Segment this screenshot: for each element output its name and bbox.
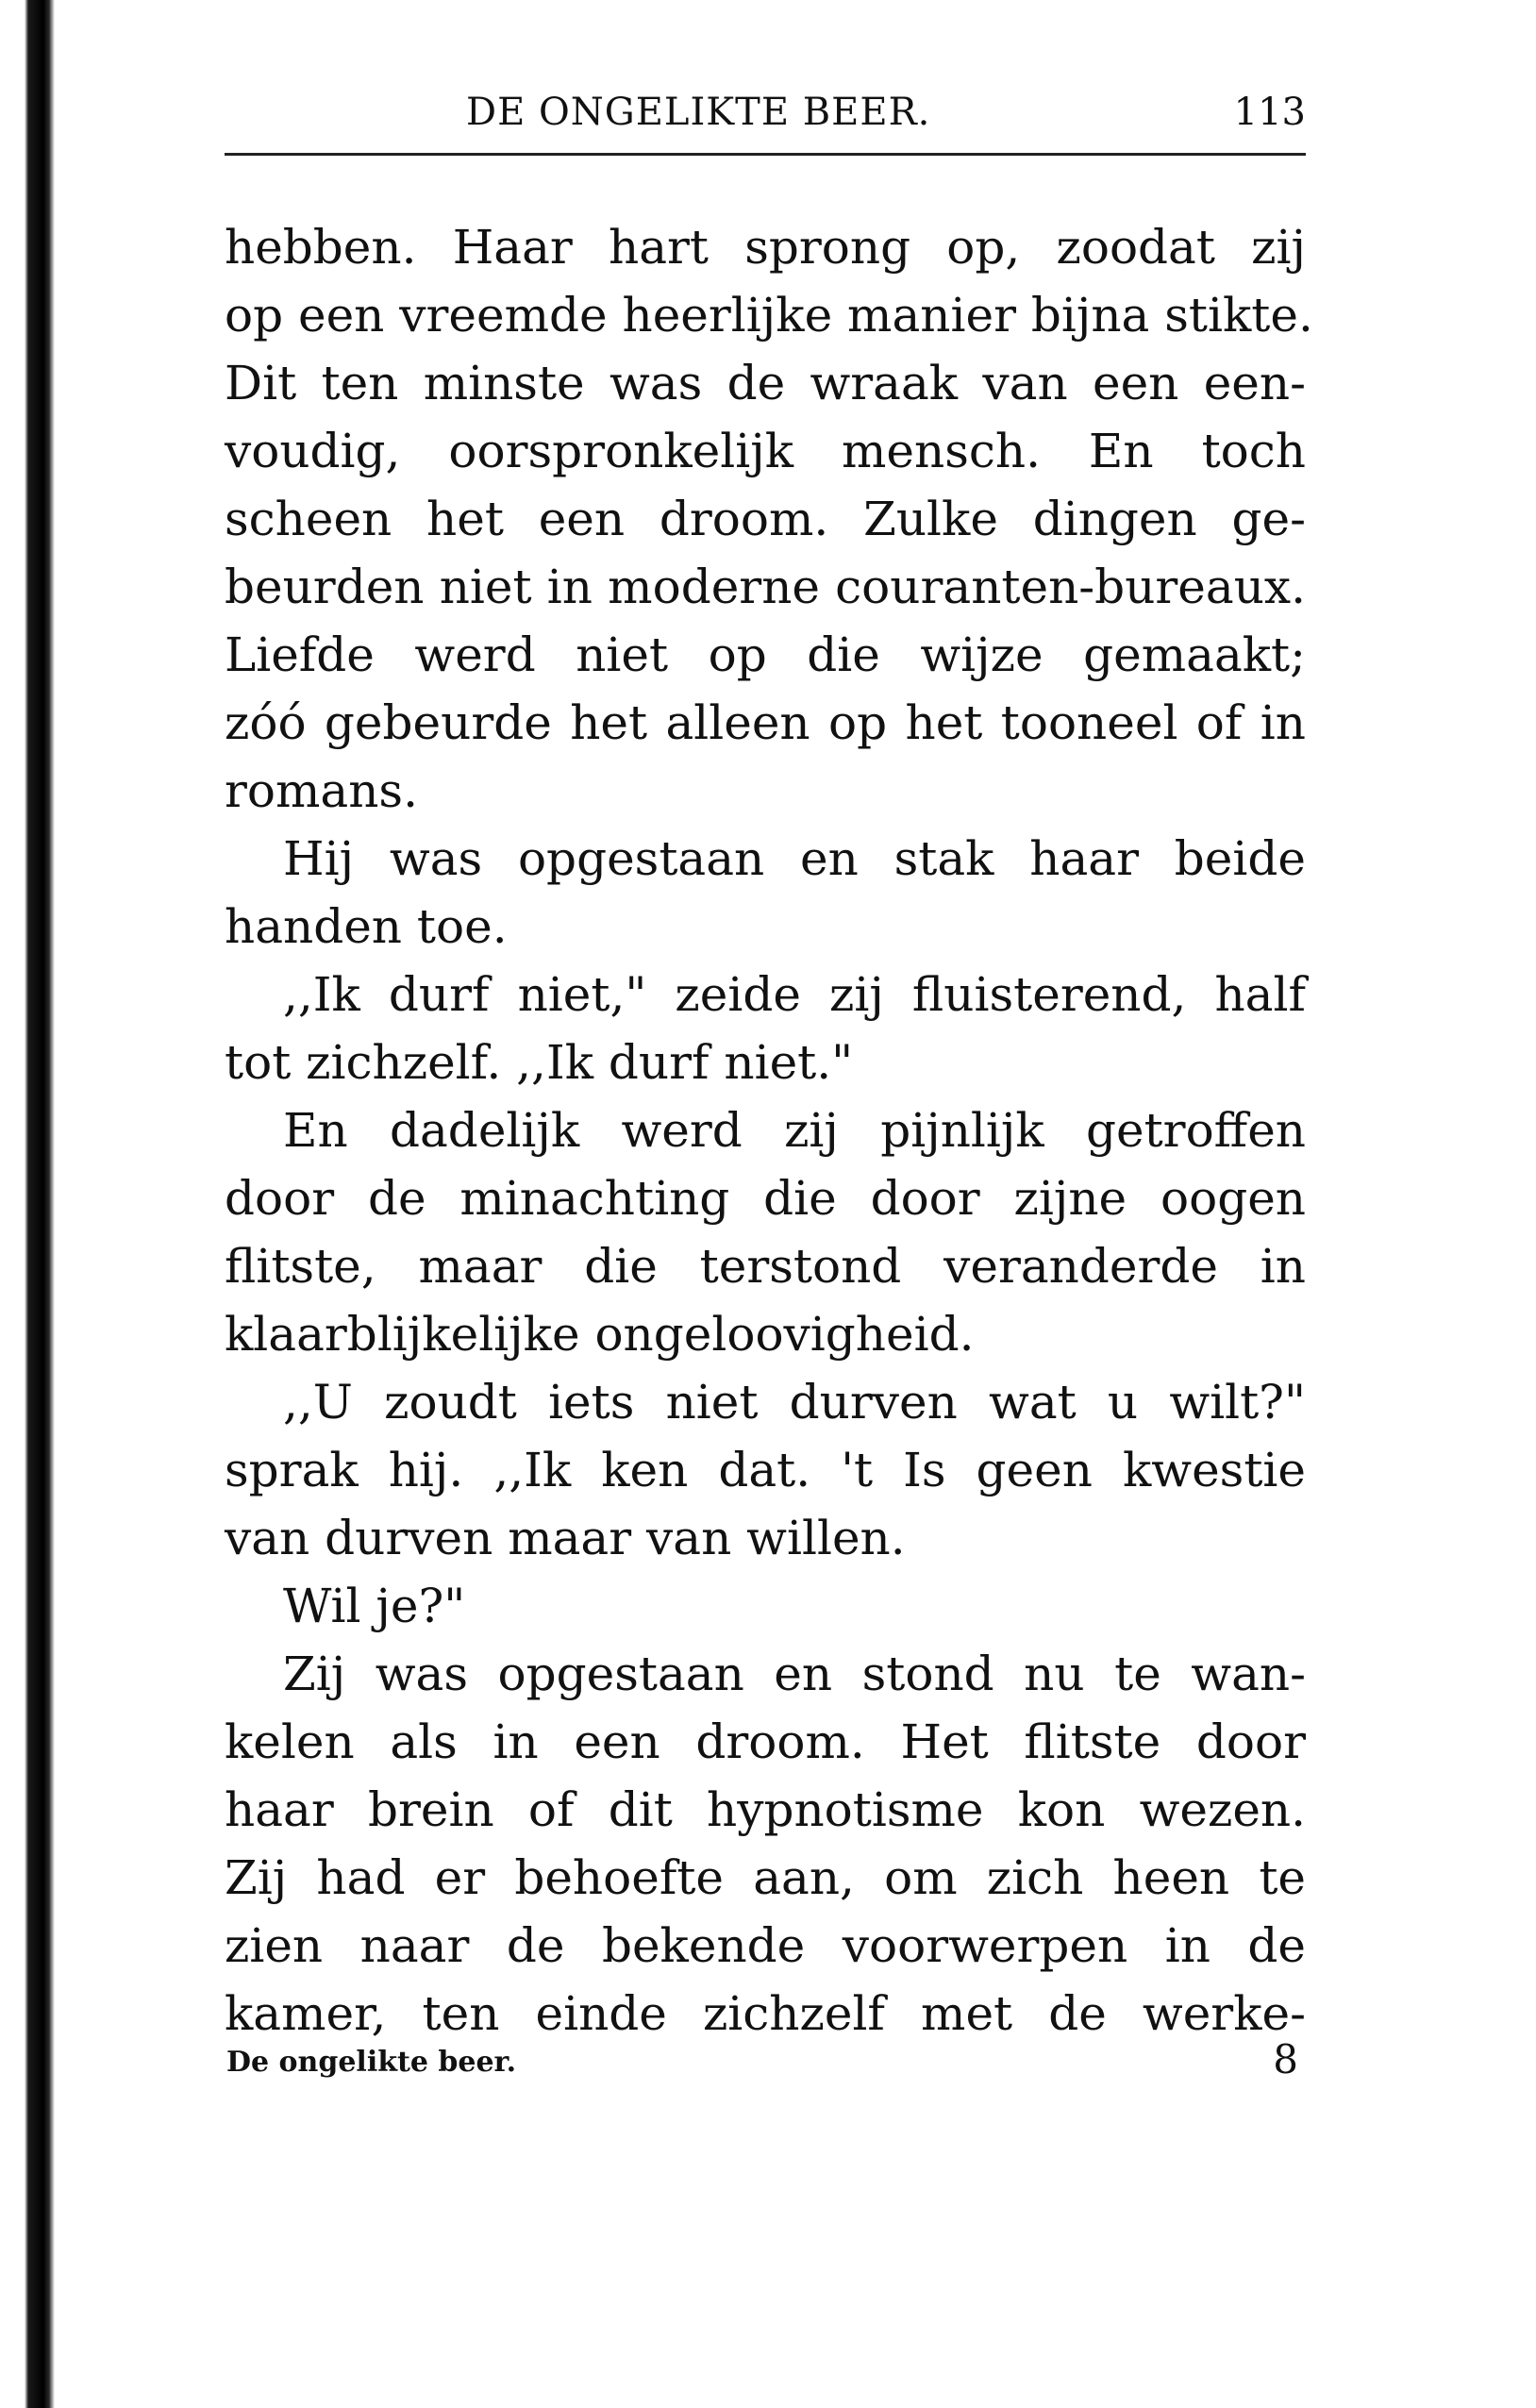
- text-line: scheen het een droom. Zulke dingen ge-: [225, 492, 1306, 546]
- text-line: beurden niet in moderne couranten-bureaux.: [225, 560, 1306, 614]
- text-line: Zij had er behoefte aan, om zich heen te: [225, 1850, 1306, 1905]
- text-line: zóó gebeurde het alleen op het tooneel of in: [225, 695, 1306, 750]
- running-header: [225, 91, 1306, 149]
- text-line: zien naar de bekende voorwerpen in de: [225, 1918, 1306, 1973]
- text-line: haar brein of dit hypnotisme kon wezen.: [225, 1782, 1306, 1837]
- page-number: 113: [1233, 91, 1306, 134]
- text-line: En dadelijk werd zij pijnlijk getroffen: [283, 1103, 1306, 1158]
- text-line: handen toe.: [225, 899, 508, 954]
- text-line: ,,Ik durf niet," zeide zij fluisterend, half: [283, 967, 1306, 1022]
- running-title: DE ONGELIKTE BEER.: [466, 91, 931, 134]
- text-line: sprak hij. ,,Ik ken dat. 't Is geen kwestie: [225, 1443, 1306, 1497]
- text-line: op een vreemde heerlijke manier bijna stikte.: [225, 288, 1313, 343]
- text-line: tot zichzelf. ,,Ik durf niet.": [225, 1035, 854, 1090]
- page-footer: [225, 2036, 1306, 2083]
- text-line: romans.: [225, 763, 418, 818]
- text-line: kelen als in een droom. Het flitste door: [225, 1714, 1306, 1769]
- text-line: hebben. Haar hart sprong op, zoodat zij: [225, 220, 1306, 275]
- text-line: door de minachting die door zijne oogen: [225, 1171, 1306, 1226]
- page-binding-edge: [0, 0, 55, 2408]
- signature-line: De ongelikte beer.: [226, 2046, 517, 2079]
- text-line: kamer, ten einde zichzelf met de werke-: [225, 1986, 1306, 2041]
- text-line: ,,U zoudt iets niet durven wat u wilt?": [283, 1375, 1306, 1430]
- text-line: flitste, maar die terstond veranderde in: [225, 1239, 1306, 1294]
- text-line: Dit ten minste was de wraak van een een-: [225, 356, 1306, 410]
- text-line: klaarblijkelijke ongeloovigheid.: [225, 1307, 975, 1362]
- signature-mark: 8: [1273, 2036, 1298, 2082]
- text-line: van durven maar van willen.: [225, 1511, 906, 1565]
- text-line: Hij was opgestaan en stak haar beide: [283, 831, 1306, 886]
- page-body: [225, 213, 1313, 2048]
- text-line: voudig, oorspronkelijk mensch. En toch: [225, 424, 1306, 478]
- text-line: Wil je?": [283, 1579, 466, 1633]
- header-rule: [225, 153, 1306, 156]
- text-line: Zij was opgestaan en stond nu te wan-: [283, 1647, 1306, 1701]
- text-line: Liefde werd niet op die wijze gemaakt;: [225, 627, 1306, 682]
